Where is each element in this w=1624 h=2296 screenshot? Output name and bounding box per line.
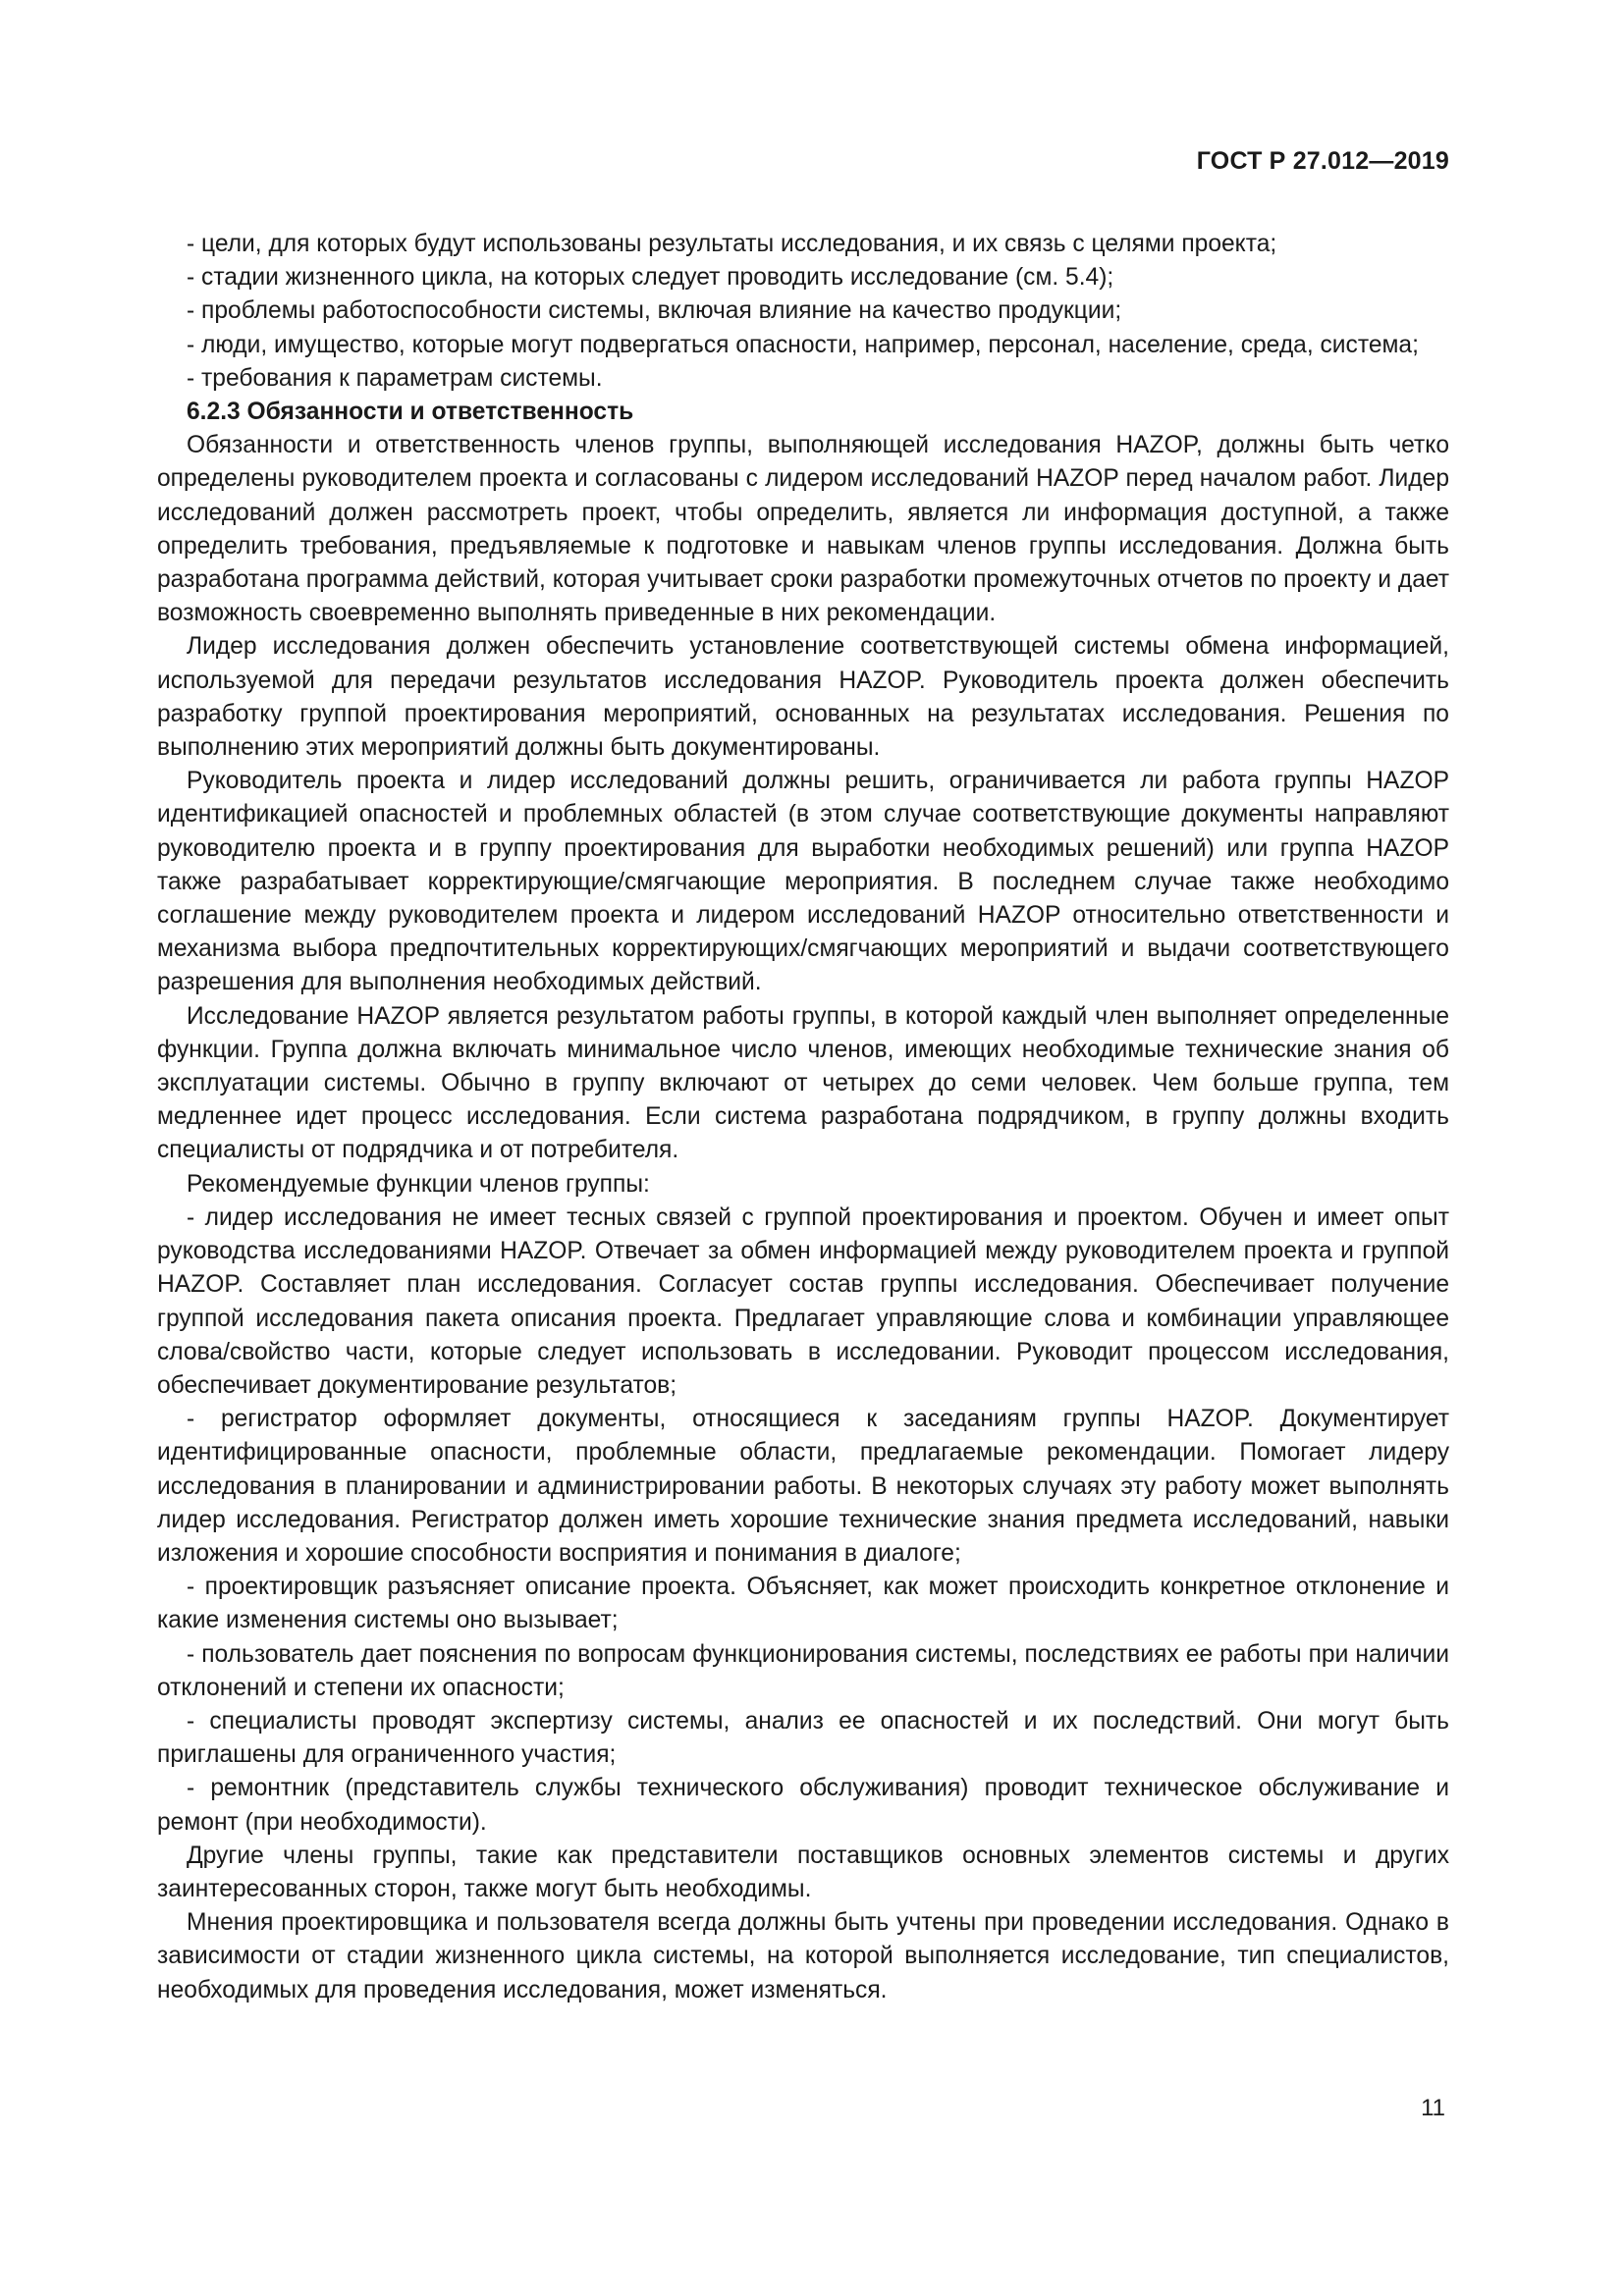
body-text <box>157 228 1449 2007</box>
paragraph: Лидер исследования должен обеспечить установление соответствующей системы обмена информацией, используемой для передачи результатов исследования HAZOP. Руководитель проекта должен обеспечить разработку группой проектирования мероприятий, основанных на результатах исследования. Решения по выполнению этих мероприятий должны быть документированы. <box>157 633 1449 762</box>
list-item: - специалисты проводят экспертизу системы, анализ ее опасностей и их последствий. Они могут быть приглашены для ограниченного участия; <box>157 1707 1449 1769</box>
paragraph: Мнения проектировщика и пользователя всегда должны быть учтены при проведении исследования. Однако в зависимости от стадии жизненного цикла системы, на которой выполняется исследование, тип специалистов, необходимых для проведения исследования, может изменяться. <box>157 1909 1449 2003</box>
page-number: 11 <box>1421 2095 1445 2121</box>
paragraph: Обязанности и ответственность членов группы, выполняющей исследования HAZOP, должны быть четко определены руководителем проекта и согласованы с лидером исследований HAZOP перед началом работ. Лидер исследований должен рассмотреть проект, чтобы определить, является ли информация доступной, а также определить требования, предъявляемые к подготовке и навыкам членов группы исследования. Должна быть разработана программа действий, которая учитывает сроки разработки промежуточных отчетов по проекту и дает возможность своевременно выполнять приведенные в них рекомендации. <box>157 432 1449 627</box>
paragraph: Исследование HAZOP является результатом работы группы, в которой каждый член выполняет определенные функции. Группа должна включать минимальное число членов, имеющих необходимые технические знания об эксплуатации системы. Обычно в группу включают от четырех до семи человек. Чем больше группа, тем медленнее идет процесс исследования. Если система разработана подрядчиком, в группу должны входить специалисты от подрядчика и от потребителя. <box>157 1002 1449 1164</box>
paragraph: Другие члены группы, такие как представители поставщиков основных элементов системы и других заинтересованных сторон, также могут быть необходимы. <box>157 1842 1449 1902</box>
standard-code-header: ГОСТ Р 27.012—2019 <box>1196 147 1449 175</box>
list-item: - пользователь дает пояснения по вопросам функционирования системы, последствиях ее работы при наличии отклонений и степени их опасности; <box>157 1640 1449 1701</box>
section-heading: 6.2.3 Обязанности и ответственность <box>187 399 634 426</box>
list-item: - ремонтник (представитель службы технического обслуживания) проводит техническое обслуживание и ремонт (при необходимости). <box>157 1775 1449 1836</box>
list-item: - проблемы работоспособности системы, включая влияние на качество продукции; <box>187 297 1122 325</box>
list-item: - требования к параметрам системы. <box>187 364 603 392</box>
list-item: - регистратор оформляет документы, относящиеся к заседаниям группы HAZOP. Документирует идентифицированные опасности, проблемные области, предлагаемые рекомендации. Помогает лидеру исследования в планировании и администрировании работы. В некоторых случаях эту работу может выполнять лидер исследования. Регистратор должен иметь хорошие технические знания предмета исследований, навыки изложения и хорошие способности восприятия и понимания в диалоге; <box>157 1406 1449 1567</box>
list-item: - стадии жизненного цикла, на которых следует проводить исследование (см. 5.4); <box>187 264 1114 292</box>
paragraph: Руководитель проекта и лидер исследований должны решить, ограничивается ли работа группы HAZOP идентификацией опасностей и проблемных областей (в этом случае соответствующие документы направляют руководителю проекта и в группу проектирования для выработки необходимых решений) или группа HAZOP также разрабатывает корректирующие/смягчающие мероприятия. В последнем случае также необходимо соглашение между руководителем проекта и лидером исследований HAZOP относительно ответственности и механизма выбора предпочтительных корректирующих/смягчающих мероприятий и выдачи соответствующего разрешения для выполнения необходимых действий. <box>157 768 1449 996</box>
paragraph: Рекомендуемые функции членов группы: <box>187 1170 650 1198</box>
list-item: - лидер исследования не имеет тесных связей с группой проектирования и проектом. Обучен и имеет опыт руководства исследованиями HAZOP. Отвечает за обмен информацией между руководителем проекта и группой HAZOP. Составляет план исследования. Согласует состав группы исследования. Обеспечивает получение группой исследования пакета описания проекта. Предлагает управляющие слова и комбинации управляющее слова/свойство части, которые следует использовать в исследовании. Руководит процессом исследования, обеспечивает документирование результатов; <box>157 1203 1449 1399</box>
list-item: - проектировщик разъясняет описание проекта. Объясняет, как может происходить конкретное отклонение и какие изменения системы оно вызывает; <box>157 1574 1449 1634</box>
list-item: - цели, для которых будут использованы результаты исследования, и их связь с целями проекта; <box>187 231 1277 257</box>
list-item: - люди, имущество, которые могут подвергаться опасности, например, персонал, население, среда, система; <box>187 331 1419 358</box>
